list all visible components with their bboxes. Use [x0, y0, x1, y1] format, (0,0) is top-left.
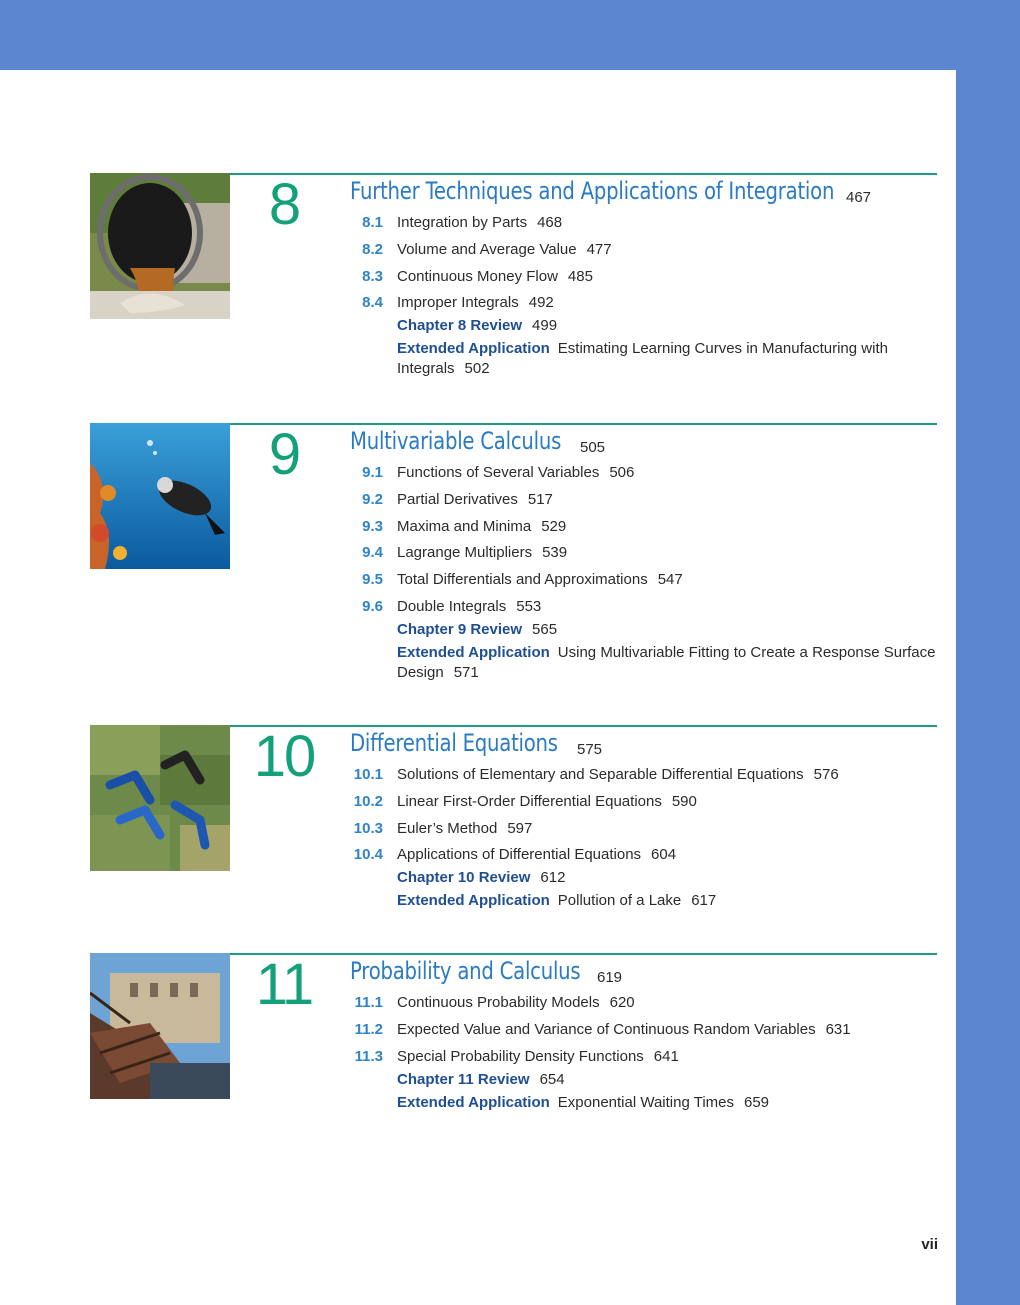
chapter-review-label: Chapter 9 Review: [397, 620, 523, 638]
extended-application-page: 571: [453, 663, 479, 681]
toc-entry[interactable]: [350, 765, 940, 785]
toc-entry[interactable]: [350, 1047, 940, 1067]
section-number: 10.4: [353, 846, 383, 864]
culvert-pipe-photo: [90, 173, 230, 319]
chapter-review-label: Chapter 10 Review: [397, 869, 531, 887]
section-title: Linear First-Order Differential Equations: [397, 792, 662, 810]
chapter-number: 10: [253, 724, 315, 789]
extended-application-page: 659: [744, 1093, 770, 1111]
toc-entry[interactable]: [350, 490, 940, 510]
section-page: 620: [609, 994, 635, 1011]
chapter-review-label: Chapter 8 Review: [397, 317, 523, 335]
extended-application-title: Using Multivariable Fitting to Create a Response Surface Design: [397, 643, 936, 681]
chapter-review-page: 654: [539, 1070, 565, 1088]
section-page: 477: [586, 240, 612, 258]
toc-entry[interactable]: [350, 517, 940, 537]
chapter-review-entry[interactable]: [397, 1070, 940, 1090]
right-color-band: [956, 0, 1020, 1305]
section-title: Volume and Average Value: [397, 240, 577, 258]
chapter-number: 9: [268, 422, 300, 487]
section-page: 641: [653, 1047, 679, 1065]
chapter-title-row[interactable]: [350, 729, 603, 757]
section-number: 9.2: [362, 490, 383, 508]
chapter-title: Differential Equations: [350, 729, 558, 757]
extended-application-title: Pollution of a Lake: [557, 892, 682, 910]
section-title: Special Probability Density Functions: [397, 1047, 644, 1065]
extended-application-title: Exponential Waiting Times: [557, 1093, 734, 1111]
section-title: Double Integrals: [397, 597, 507, 615]
section-page: 485: [567, 267, 593, 285]
section-page: 517: [527, 490, 553, 508]
extended-application-label: Extended Application: [397, 1093, 550, 1111]
section-page: 604: [651, 846, 677, 864]
section-title: Partial Derivatives: [397, 490, 518, 508]
section-title: Functions of Several Variables: [397, 464, 600, 481]
extended-application-label: Extended Application: [397, 340, 550, 358]
section-page: 539: [542, 544, 568, 562]
toc-entry[interactable]: [350, 240, 940, 260]
chapter-review-page: 499: [532, 317, 558, 335]
extended-application-entry[interactable]: [397, 1093, 940, 1113]
section-number: 10.2: [353, 792, 383, 810]
toc-entry[interactable]: [350, 993, 940, 1013]
chapter-review-entry[interactable]: [397, 620, 940, 640]
extended-application-title: Estimating Learning Curves in Manufacturing with Integrals: [397, 340, 888, 378]
section-page: 590: [671, 792, 697, 810]
section-title: Integration by Parts: [397, 214, 528, 231]
section-number: 9.3: [362, 517, 383, 535]
section-number: 10.1: [353, 766, 383, 783]
toc-entry[interactable]: [350, 543, 940, 563]
section-title: Euler’s Method: [397, 819, 498, 837]
page-number: vii: [921, 1236, 938, 1253]
section-number: 9.1: [362, 464, 383, 481]
section-list: [350, 993, 940, 1113]
section-page: 492: [528, 294, 554, 312]
section-list: [350, 765, 940, 911]
toc-entry[interactable]: [350, 267, 940, 287]
section-page: 547: [657, 571, 683, 589]
section-number: 9.4: [362, 544, 383, 562]
toc-entry[interactable]: [350, 293, 940, 313]
extended-application-label: Extended Application: [397, 892, 550, 910]
section-title: Improper Integrals: [397, 294, 519, 312]
extended-application-label: Extended Application: [397, 643, 550, 661]
section-title: Maxima and Minima: [397, 517, 532, 535]
chapter-title-row[interactable]: [350, 427, 607, 455]
section-number: 11.3: [354, 1047, 383, 1065]
section-number: 8.2: [362, 240, 383, 258]
chapter-page: 575: [577, 741, 603, 758]
section-number: 9.6: [362, 597, 383, 615]
extended-application-page: 617: [691, 892, 717, 910]
earthquake-rubble-photo: [90, 953, 230, 1099]
extended-application-entry[interactable]: [397, 643, 940, 683]
extended-application-page: 502: [464, 360, 490, 378]
section-page: 468: [537, 214, 563, 231]
toc-entry[interactable]: [350, 463, 940, 483]
section-title: Total Differentials and Approximations: [397, 571, 648, 589]
section-list: [350, 213, 940, 379]
section-number: 8.1: [362, 214, 383, 231]
chapter-title-row[interactable]: [350, 957, 631, 985]
chapter-review-entry[interactable]: [397, 868, 940, 888]
section-number: 11.2: [354, 1020, 383, 1038]
toc-entry[interactable]: [350, 845, 940, 865]
section-title: Solutions of Elementary and Separable Differential Equations: [397, 766, 804, 783]
chapter-page: 467: [846, 189, 872, 206]
chapter-review-page: 565: [532, 620, 558, 638]
chapter-number: 8: [268, 172, 300, 237]
toc-entry[interactable]: [350, 1020, 940, 1040]
section-page: 631: [825, 1020, 851, 1038]
section-page: 576: [813, 766, 839, 783]
chapter-title: Probability and Calculus: [350, 957, 581, 985]
section-title: Continuous Probability Models: [397, 994, 600, 1011]
section-title: Expected Value and Variance of Continuous Random Variables: [397, 1020, 816, 1038]
section-page: 553: [516, 597, 542, 615]
toc-entry[interactable]: [350, 213, 940, 233]
chapter-review-label: Chapter 11 Review: [397, 1070, 530, 1088]
toc-entry[interactable]: [350, 792, 940, 812]
toc-entry[interactable]: [350, 597, 940, 617]
section-number: 11.1: [354, 994, 383, 1011]
section-number: 8.4: [362, 294, 383, 312]
chapter-title-row[interactable]: [350, 177, 940, 205]
chapter-review-entry[interactable]: [397, 316, 940, 336]
section-page: 529: [541, 517, 567, 535]
chapter-number: 11: [255, 952, 313, 1017]
section-page: 597: [507, 819, 533, 837]
toc-entry[interactable]: [350, 819, 940, 839]
section-title: Applications of Differential Equations: [397, 846, 642, 864]
section-number: 8.3: [362, 267, 383, 285]
section-list: [350, 463, 940, 683]
top-color-band: [0, 0, 1020, 70]
chapter-page: 619: [597, 969, 623, 986]
chapter-review-page: 612: [540, 869, 566, 887]
chapter-title: Multivariable Calculus: [350, 427, 562, 455]
chapter-title: Further Techniques and Applications of Integration: [350, 177, 835, 205]
section-number: 9.5: [362, 571, 383, 589]
extended-application-entry[interactable]: [397, 339, 940, 379]
section-title: Continuous Money Flow: [397, 267, 558, 285]
extended-application-entry[interactable]: [397, 891, 940, 911]
chapter-page: 505: [580, 439, 606, 456]
scuba-diver-photo: [90, 423, 230, 569]
toc-entry[interactable]: [350, 570, 940, 590]
section-page: 506: [609, 464, 635, 481]
section-title: Lagrange Multipliers: [397, 544, 533, 562]
skydivers-photo: [90, 725, 230, 871]
section-number: 10.3: [353, 819, 383, 837]
